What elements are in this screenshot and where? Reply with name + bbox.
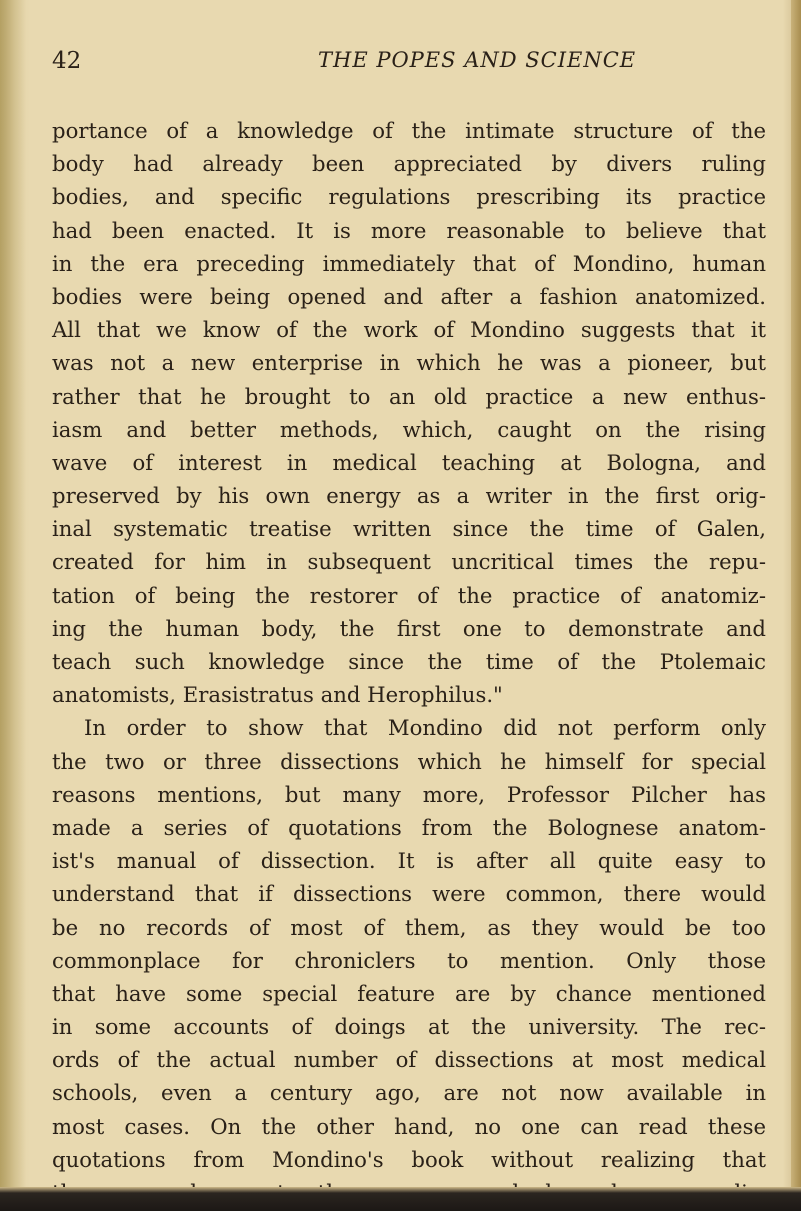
text-line: preserved by his own energy as a writer in the first orig- [52, 483, 766, 509]
text-line: had been enacted. It is more reasonable to believe that [52, 217, 766, 243]
text-line: ords of the actual number of dissections at most medical [52, 1047, 766, 1073]
text-line: body had already been appreciated by divers ruling [52, 151, 766, 177]
text-line: understand that if dissections were common, there would [52, 881, 766, 907]
body-text [52, 114, 766, 1209]
page-edge [791, 0, 801, 1211]
text-line: bodies were being opened and after a fashion anatomized. [52, 283, 766, 309]
text-line: schools, even a century ago, are not now available in [52, 1080, 766, 1106]
running-head [0, 48, 801, 78]
text-line: In order to show that Mondino did not perform only [84, 715, 766, 741]
text-line: inal systematic treatise written since the time of Galen, [52, 516, 766, 542]
text-line: portance of a knowledge of the intimate structure of the [52, 118, 766, 143]
text-line: anatomists, Erasistratus and Herophilus." [52, 682, 503, 708]
text-line: wave of interest in medical teaching at Bologna, and [52, 449, 766, 475]
running-title: THE POPES AND SCIENCE [318, 48, 637, 72]
text-line: be no records of most of them, as they would be too [52, 914, 766, 940]
text-line: commonplace for chroniclers to mention. Only those [52, 947, 766, 973]
text-line: most cases. On the other hand, no one can read these [52, 1113, 766, 1139]
text-line: iasm and better methods, which, caught on the rising [52, 416, 766, 442]
text-line: rather that he brought to an old practice a new enthus- [52, 383, 766, 409]
text-line: All that we know of the work of Mondino suggests that it [52, 317, 766, 343]
page-number: 42 [52, 48, 82, 74]
text-line: in some accounts of doings at the university. The rec- [52, 1014, 766, 1040]
text-line: created for him in subsequent uncritical times the repu- [52, 549, 766, 575]
text-line: tation of being the restorer of the practice of anatomiz- [52, 582, 766, 608]
text-line: teach such knowledge since the time of the Ptolemaic [52, 649, 766, 674]
text-line: that have some special feature are by chance mentioned [52, 980, 766, 1006]
page-gutter-shadow [0, 0, 26, 1211]
text-line: the two or three dissections which he himself for special [52, 748, 766, 774]
text-line: quotations from Mondino's book without realizing that [52, 1146, 766, 1172]
text-line: reasons mentions, but many more, Professor Pilcher has [52, 781, 766, 807]
text-line: was not a new enterprise in which he was a pioneer, but [52, 350, 766, 376]
page-bottom-edge [0, 1187, 801, 1211]
text-line: ing the human body, the first one to demonstrate and [52, 615, 766, 641]
text-line: made a series of quotations from the Bolognese anatom- [52, 814, 766, 840]
text-line: ist's manual of dissection. It is after all quite easy to [52, 848, 766, 874]
text-line: bodies, and specific regulations prescribing its practice [52, 184, 766, 210]
text-line: in the era preceding immediately that of Mondino, human [52, 250, 766, 276]
